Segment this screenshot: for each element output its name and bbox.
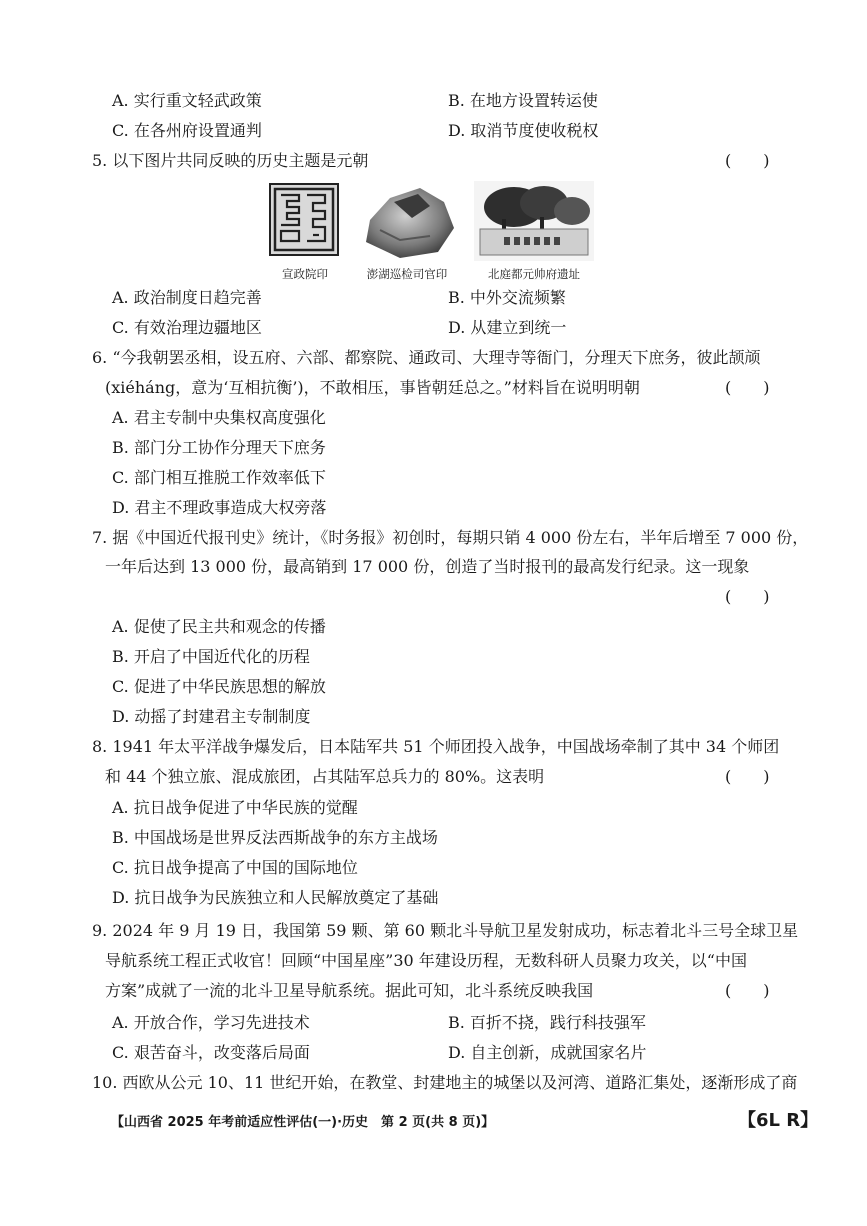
q6-line-1: 6. “今我朝罢丞相，设五府、六部、都察院、通政司、大理寺等衙门，分理天下庶务，彼此颉颃	[92, 348, 761, 367]
seal-image-xuanzhengyuan	[269, 183, 339, 256]
q9-option-a: A. 开放合作，学习先进技术	[112, 1013, 310, 1032]
q7-option-c: C. 促进了中华民族思想的解放	[112, 677, 326, 696]
q4-option-a: A. 实行重文轻武政策	[112, 91, 262, 110]
q7-line-1: 7. 据《中国近代报刊史》统计，《时务报》初创时，每期只销 4 000 份左右，半年后增至 7 000 份，	[92, 528, 809, 547]
q6-option-a: A. 君主专制中央集权高度强化	[112, 408, 326, 427]
q6-option-d: D. 君主不理政事造成大权旁落	[112, 498, 327, 517]
q5-option-d: D. 从建立到统一	[448, 318, 567, 337]
q5-answer-paren: ( )	[725, 151, 770, 170]
q8-line-1: 8. 1941 年太平洋战争爆发后，日本陆军共 51 个师团投入战争，中国战场牵制了其中 34 个师团	[92, 737, 780, 756]
caption-beiting: 北庭都元帅府遗址	[488, 267, 580, 281]
q6-option-b: B. 部门分工协作分理天下庶务	[112, 438, 326, 457]
q7-option-b: B. 开启了中国近代化的历程	[112, 647, 310, 666]
q9-line-3: 方案”成就了一流的北斗卫星导航系统。据此可知，北斗系统反映我国	[105, 981, 594, 1000]
q8-option-b: B. 中国战场是世界反法西斯战争的东方主战场	[112, 828, 438, 847]
seal-image-penghu	[360, 180, 456, 260]
q5-option-a: A. 政治制度日趋完善	[112, 288, 262, 307]
q4-option-b: B. 在地方设置转运使	[448, 91, 598, 110]
q7-line-2: 一年后达到 13 000 份，最高销到 17 000 份，创造了当时报刊的最高发行纪录。这一现象	[105, 557, 750, 576]
q5-option-c: C. 有效治理边疆地区	[112, 318, 262, 337]
q8-option-a: A. 抗日战争促进了中华民族的觉醒	[112, 798, 358, 817]
q9-line-2: 导航系统工程正式收官！回顾“中国星座”30 年建设历程，无数科研人员聚力攻关，以“中国	[105, 951, 747, 970]
q9-option-d: D. 自主创新，成就国家名片	[448, 1043, 647, 1062]
q8-option-d: D. 抗日战争为民族独立和人民解放奠定了基础	[112, 888, 439, 907]
q8-option-c: C. 抗日战争提高了中国的国际地位	[112, 858, 358, 877]
q6-option-c: C. 部门相互推脱工作效率低下	[112, 468, 326, 487]
q9-line-1: 9. 2024 年 9 月 19 日，我国第 59 颗、第 60 颗北斗导航卫星发射成功，标志着北斗三号全球卫星	[92, 921, 799, 940]
q8-answer-paren: ( )	[725, 767, 770, 786]
q10-line-1: 10. 西欧从公元 10、11 世纪开始，在教堂、封建地主的城堡以及河湾、道路汇集处，逐渐形成了商	[92, 1073, 798, 1092]
caption-xuanzhengyuan: 宣政院印	[282, 267, 328, 281]
paper-code: 【6L R】	[738, 1110, 819, 1131]
page-footer: 【山西省 2025 年考前适应性评估(一)·历史 第 2 页(共 8 页)】	[111, 1115, 495, 1130]
q4-option-c: C. 在各州府设置通判	[112, 121, 262, 140]
q5-stem: 5. 以下图片共同反映的历史主题是元朝	[92, 151, 369, 170]
q6-line-2: (xiéháng，意为‘互相抗衡’)，不敢相压，事皆朝廷总之。”材料旨在说明明朝	[105, 378, 640, 397]
q9-option-b: B. 百折不挠，践行科技强军	[448, 1013, 646, 1032]
q7-answer-paren: ( )	[725, 587, 770, 606]
q6-answer-paren: ( )	[725, 378, 770, 397]
q8-line-2: 和 44 个独立旅、混成旅团，占其陆军总兵力的 80%。这表明	[105, 767, 545, 786]
q9-answer-paren: ( )	[725, 981, 770, 1000]
q5-option-b: B. 中外交流频繁	[448, 288, 566, 307]
ruins-image-beiting	[474, 181, 594, 261]
q7-option-a: A. 促使了民主共和观念的传播	[112, 617, 326, 636]
caption-penghu: 澎湖巡检司官印	[366, 267, 448, 281]
q7-option-d: D. 动摇了封建君主专制制度	[112, 707, 311, 726]
q9-option-c: C. 艰苦奋斗，改变落后局面	[112, 1043, 310, 1062]
q4-option-d: D. 取消节度使收税权	[448, 121, 599, 140]
